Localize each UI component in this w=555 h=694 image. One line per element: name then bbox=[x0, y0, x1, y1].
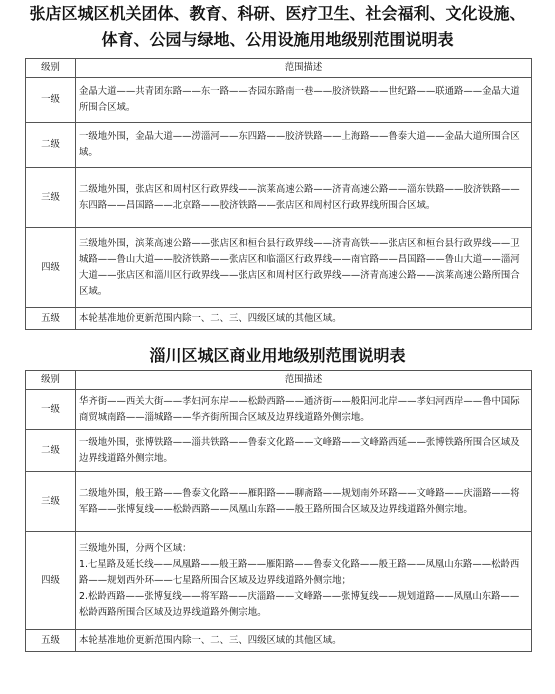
table-header-row bbox=[26, 59, 532, 78]
level-cell: 五级 bbox=[26, 630, 76, 652]
desc-cell: 本轮基准地价更新范围内除一、二、三、四级区域的其他区域。 bbox=[76, 308, 532, 330]
desc-line: 二级地外围，般王路——鲁泰文化路——雁阳路——聊斋路——规划南外环路——文峰路——庆淄路——将军路——张博复线——松龄西路——凤凰山东路——般王路所围合区域及边界线道路外侧宗地。 bbox=[79, 487, 520, 515]
desc-cell bbox=[76, 430, 532, 472]
desc-cell: 三级地外围，滨莱高速公路——张店区和桓台县行政界线——济青高铁——张店区和桓台县行政界线——卫城路——鲁山大道——胶济铁路——张店区和临淄区行政界线——南官路——昌国路——鲁山大道——淄河大道——张店区和淄川区行政界线——张店区和周村区行政界线——济青高速公路——滨莱高速公路所围合区域。 bbox=[76, 228, 532, 308]
table-row bbox=[26, 430, 532, 472]
table-row bbox=[26, 168, 532, 228]
header-desc: 范围描述 bbox=[76, 371, 532, 390]
table-row bbox=[26, 532, 532, 630]
level-cell: 二级 bbox=[26, 123, 76, 168]
desc-cell bbox=[76, 390, 532, 430]
section1-title-line1: 张店区城区机关团体、教育、科研、医疗卫生、社会福利、文化设施、 bbox=[29, 4, 526, 23]
level-cell: 三级 bbox=[26, 472, 76, 532]
desc-cell: 二级地外围，张店区和周村区行政界线——滨莱高速公路——济青高速公路——淄东铁路——胶济铁路——东四路——昌国路——北京路——胶济铁路——张店区和周村区行政界线所围合区域。 bbox=[76, 168, 532, 228]
header-level: 级别 bbox=[26, 59, 76, 78]
table-row bbox=[26, 228, 532, 308]
zichuan-commercial-level-table bbox=[25, 370, 532, 652]
level-cell: 一级 bbox=[26, 78, 76, 123]
table-header-row bbox=[26, 371, 532, 390]
table-row bbox=[26, 78, 532, 123]
header-level: 级别 bbox=[26, 371, 76, 390]
level-cell: 二级 bbox=[26, 430, 76, 472]
desc-line: 本轮基准地价更新范围内除一、二、三、四级区域的其他区域。 bbox=[79, 634, 342, 646]
section2-title: 淄川区城区商业用地级别范围说明表 bbox=[149, 346, 406, 365]
desc-line: 一级地外围，张博铁路——淄共铁路——鲁泰文化路——文峰路——文峰路西延——张博铁路所围合区域及边界线道路外侧宗地。 bbox=[79, 436, 520, 464]
desc-cell bbox=[76, 472, 532, 532]
table-row bbox=[26, 308, 532, 330]
header-desc: 范围描述 bbox=[76, 59, 532, 78]
table-row bbox=[26, 630, 532, 652]
level-cell: 三级 bbox=[26, 168, 76, 228]
desc-line: 1.七星路及延长线——凤凰路——般王路——雁阳路——鲁泰文化路——般王路——凤凰山东路——松龄西路——规划西外环——七星路所围合区域及边界线道路外侧宗地； bbox=[79, 558, 520, 586]
desc-cell bbox=[76, 532, 532, 630]
table-row bbox=[26, 123, 532, 168]
section1-title-line2: 体育、公园与绿地、公用设施用地级别范围说明表 bbox=[101, 30, 454, 49]
level-cell: 四级 bbox=[26, 228, 76, 308]
table-row bbox=[26, 390, 532, 430]
desc-line: 三级地外围，分两个区域： bbox=[79, 542, 192, 554]
level-cell: 四级 bbox=[26, 532, 76, 630]
level-cell: 一级 bbox=[26, 390, 76, 430]
level-cell: 五级 bbox=[26, 308, 76, 330]
desc-line: 华齐街——西关大街——孝妇河东岸——松龄西路——通济街——般阳河北岸——孝妇河西岸——鲁中国际商贸城南路——淄城路——华齐街所围合区域及边界线道路外侧宗地。 bbox=[79, 395, 520, 423]
zhangdian-level-table bbox=[25, 58, 532, 330]
desc-cell: 一级地外围，金晶大道——涝淄河——东四路——胶济铁路——上海路——鲁泰大道——金晶大道所围合区域。 bbox=[76, 123, 532, 168]
desc-cell bbox=[76, 630, 532, 652]
desc-line: 2.松龄西路——张博复线——将军路——庆淄路——文峰路——张博复线——规划道路——凤凰山东路——松龄西路所围合区域及边界线道路外侧宗地。 bbox=[79, 590, 520, 618]
table-row bbox=[26, 472, 532, 532]
desc-cell: 金晶大道——共青团东路——东一路——杏园东路南一巷——胶济铁路——世纪路——联通路——金晶大道所围合区域。 bbox=[76, 78, 532, 123]
